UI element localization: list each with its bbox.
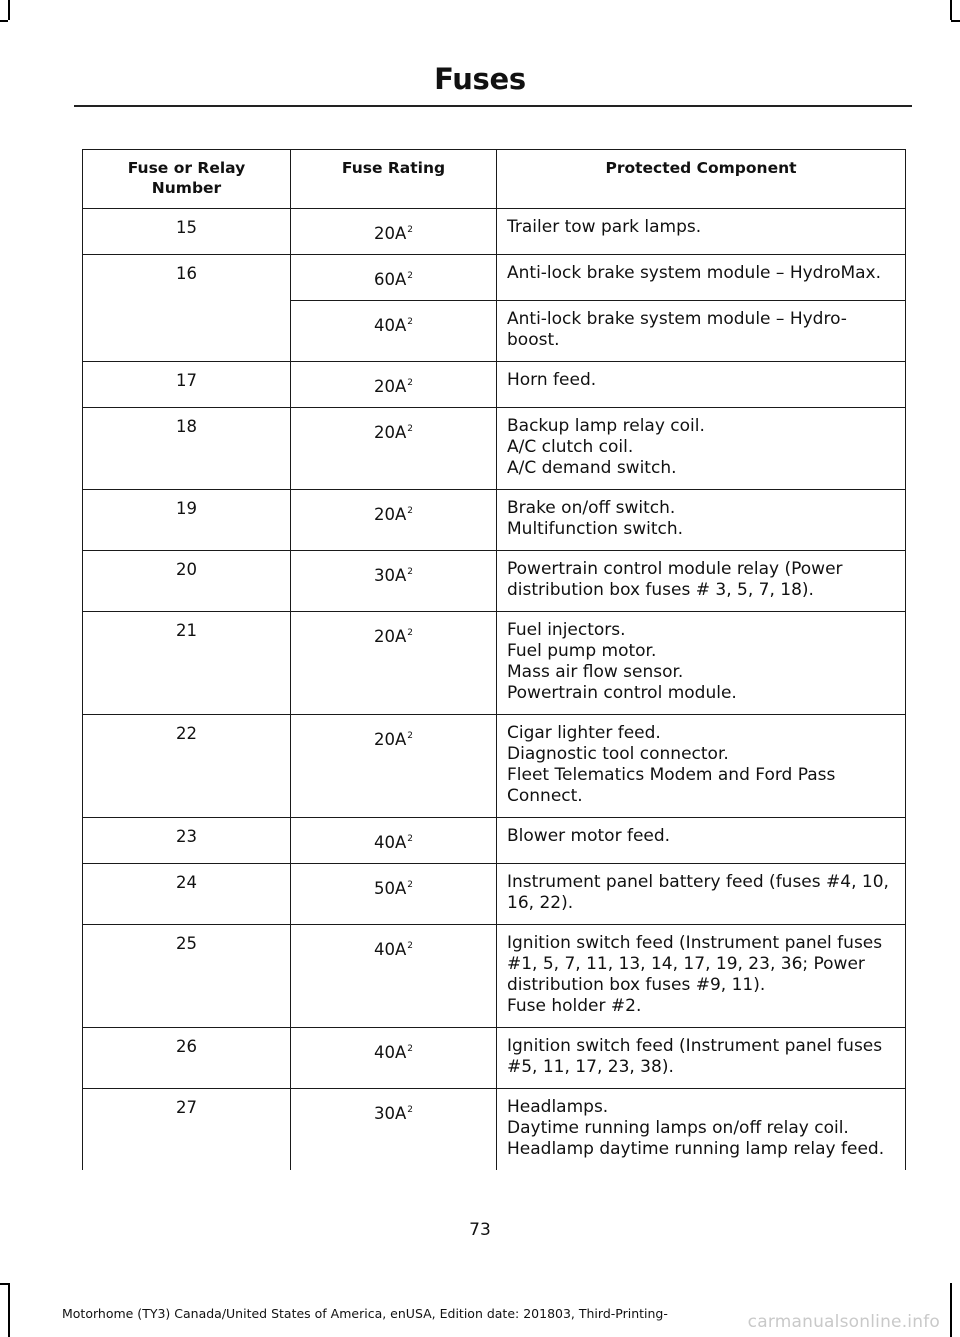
- protected-component: [497, 1028, 906, 1089]
- page-title: Fuses: [434, 62, 526, 96]
- protected-component: [497, 490, 906, 551]
- fuse-rating: [291, 1089, 497, 1171]
- fuse-rating-value: 60A: [373, 270, 407, 289]
- title-divider: [74, 105, 912, 107]
- footer-edition-text: Motorhome (TY3) Canada/United States of America, enUSA, Edition date: 201803, Third-Printing-: [62, 1306, 668, 1321]
- crop-mark: [951, 20, 960, 22]
- crop-mark: [0, 1283, 8, 1285]
- fuse-rating: [291, 408, 497, 490]
- fuse-rating-value: 30A: [373, 566, 407, 585]
- component-line: Cigar lighter feed.: [507, 723, 661, 743]
- footnote-marker: 2: [407, 424, 414, 434]
- protected-component: [497, 925, 906, 1028]
- watermark: carmanualsonline.info: [747, 1312, 940, 1332]
- fuse-rating: [291, 1028, 497, 1089]
- fuse-rating-value: 20A: [373, 377, 407, 396]
- table-row: [83, 1089, 906, 1171]
- fuse-rating-value: 30A: [373, 1104, 407, 1123]
- fuse-number: 18: [83, 408, 291, 490]
- fuse-number: 25: [83, 925, 291, 1028]
- fuse-number: 26: [83, 1028, 291, 1089]
- footnote-marker: 2: [407, 271, 414, 281]
- fuse-rating-value: 50A: [373, 879, 407, 898]
- fuse-rating: [291, 818, 497, 864]
- fuse-number: 22: [83, 715, 291, 818]
- component-line: A/C demand switch.: [507, 458, 677, 478]
- fuse-rating: [291, 925, 497, 1028]
- footnote-marker: 2: [407, 941, 414, 951]
- table-header-row: [83, 150, 906, 209]
- protected-component: [497, 1089, 906, 1171]
- table-row: [83, 818, 906, 864]
- component-line: A/C clutch coil.: [507, 437, 634, 457]
- component-line: Headlamp daytime running lamp relay feed.: [507, 1139, 885, 1159]
- protected-component: [497, 408, 906, 490]
- table-row: [83, 925, 906, 1028]
- footnote-marker: 2: [407, 880, 414, 890]
- component-line: Powertrain control module.: [507, 683, 737, 703]
- component-line: Fleet Telematics Modem and Ford Pass Connect.: [507, 765, 836, 806]
- table-row: [83, 209, 906, 255]
- table-row: [83, 1028, 906, 1089]
- protected-component: [497, 255, 906, 301]
- fuse-number: 16: [83, 255, 291, 362]
- header-fuse-rating: Fuse Rating: [291, 150, 497, 209]
- page-number: 73: [469, 1220, 491, 1240]
- component-line: Instrument panel battery feed (fuses #4, 10, 16, 22).: [507, 872, 889, 913]
- header-fuse-number: Fuse or Relay Number: [83, 150, 291, 209]
- component-line: Fuel injectors.: [507, 620, 626, 640]
- crop-mark: [950, 1283, 952, 1337]
- component-line: Powertrain control module relay (Power distribution box fuses # 3, 5, 7, 18).: [507, 559, 843, 600]
- protected-component: [497, 551, 906, 612]
- protected-component: [497, 864, 906, 925]
- component-line: Horn feed.: [507, 370, 597, 390]
- component-line: Ignition switch feed (Instrument panel fuses #5, 11, 17, 23, 38).: [507, 1036, 883, 1077]
- crop-mark: [8, 1283, 10, 1337]
- protected-component: [497, 209, 906, 255]
- crop-mark: [8, 0, 10, 20]
- table-row: [83, 255, 906, 301]
- footnote-marker: 2: [407, 317, 414, 327]
- fuse-rating: [291, 551, 497, 612]
- fuse-table: [82, 149, 906, 1170]
- table-row: [83, 362, 906, 408]
- protected-component: [497, 818, 906, 864]
- table-row: [83, 408, 906, 490]
- fuse-rating-value: 40A: [373, 316, 407, 335]
- table-row: [83, 864, 906, 925]
- fuse-rating-value: 20A: [373, 505, 407, 524]
- table-body: [83, 209, 906, 1171]
- fuse-rating-value: 40A: [373, 833, 407, 852]
- component-line: Blower motor feed.: [507, 826, 671, 846]
- footnote-marker: 2: [407, 378, 414, 388]
- fuse-rating-value: 40A: [373, 940, 407, 959]
- fuse-number: 23: [83, 818, 291, 864]
- component-line: Backup lamp relay coil.: [507, 416, 705, 436]
- component-line: Multifunction switch.: [507, 519, 684, 539]
- component-line: Anti-lock brake system module – Hydro-boost.: [507, 309, 847, 350]
- footnote-marker: 2: [407, 567, 414, 577]
- protected-component: [497, 301, 906, 362]
- fuse-number: 15: [83, 209, 291, 255]
- fuse-rating: [291, 362, 497, 408]
- fuse-number: 20: [83, 551, 291, 612]
- component-line: Daytime running lamps on/off relay coil.: [507, 1118, 849, 1138]
- crop-mark: [950, 0, 952, 20]
- protected-component: [497, 715, 906, 818]
- table-row: [83, 715, 906, 818]
- component-line: Diagnostic tool connector.: [507, 744, 729, 764]
- fuse-number: 27: [83, 1089, 291, 1171]
- protected-component: [497, 362, 906, 408]
- fuse-number: 24: [83, 864, 291, 925]
- fuse-rating-value: 20A: [373, 423, 407, 442]
- fuse-rating: [291, 301, 497, 362]
- footnote-marker: 2: [407, 225, 414, 235]
- table-row: [83, 612, 906, 715]
- fuse-number: 17: [83, 362, 291, 408]
- fuse-rating-value: 20A: [373, 224, 407, 243]
- fuse-rating: [291, 612, 497, 715]
- fuse-rating: [291, 864, 497, 925]
- component-line: Anti-lock brake system module – HydroMax.: [507, 263, 882, 283]
- footnote-marker: 2: [407, 506, 414, 516]
- fuse-rating: [291, 490, 497, 551]
- fuse-rating-value: 40A: [373, 1043, 407, 1062]
- component-line: Brake on/off switch.: [507, 498, 676, 518]
- fuse-rating-value: 20A: [373, 627, 407, 646]
- component-line: Ignition switch feed (Instrument panel fuses #1, 5, 7, 11, 13, 14, 17, 19, 23, 36; Power distribution box fuses #9, 11).: [507, 933, 883, 995]
- component-line: Headlamps.: [507, 1097, 609, 1117]
- fuse-rating: [291, 255, 497, 301]
- footnote-marker: 2: [407, 628, 414, 638]
- component-line: Fuse holder #2.: [507, 996, 642, 1016]
- header-protected-component: Protected Component: [497, 150, 906, 209]
- fuse-number: 21: [83, 612, 291, 715]
- protected-component: [497, 612, 906, 715]
- table-row: [83, 490, 906, 551]
- table-row: [83, 551, 906, 612]
- footnote-marker: 2: [407, 1044, 414, 1054]
- footnote-marker: 2: [407, 1105, 414, 1115]
- fuse-number: 19: [83, 490, 291, 551]
- fuse-rating: [291, 209, 497, 255]
- footnote-marker: 2: [407, 834, 414, 844]
- crop-mark: [0, 20, 8, 22]
- component-line: Fuel pump motor.: [507, 641, 657, 661]
- footnote-marker: 2: [407, 731, 414, 741]
- fuse-rating-value: 20A: [373, 730, 407, 749]
- fuse-rating: [291, 715, 497, 818]
- component-line: Trailer tow park lamps.: [507, 217, 702, 237]
- component-line: Mass air flow sensor.: [507, 662, 684, 682]
